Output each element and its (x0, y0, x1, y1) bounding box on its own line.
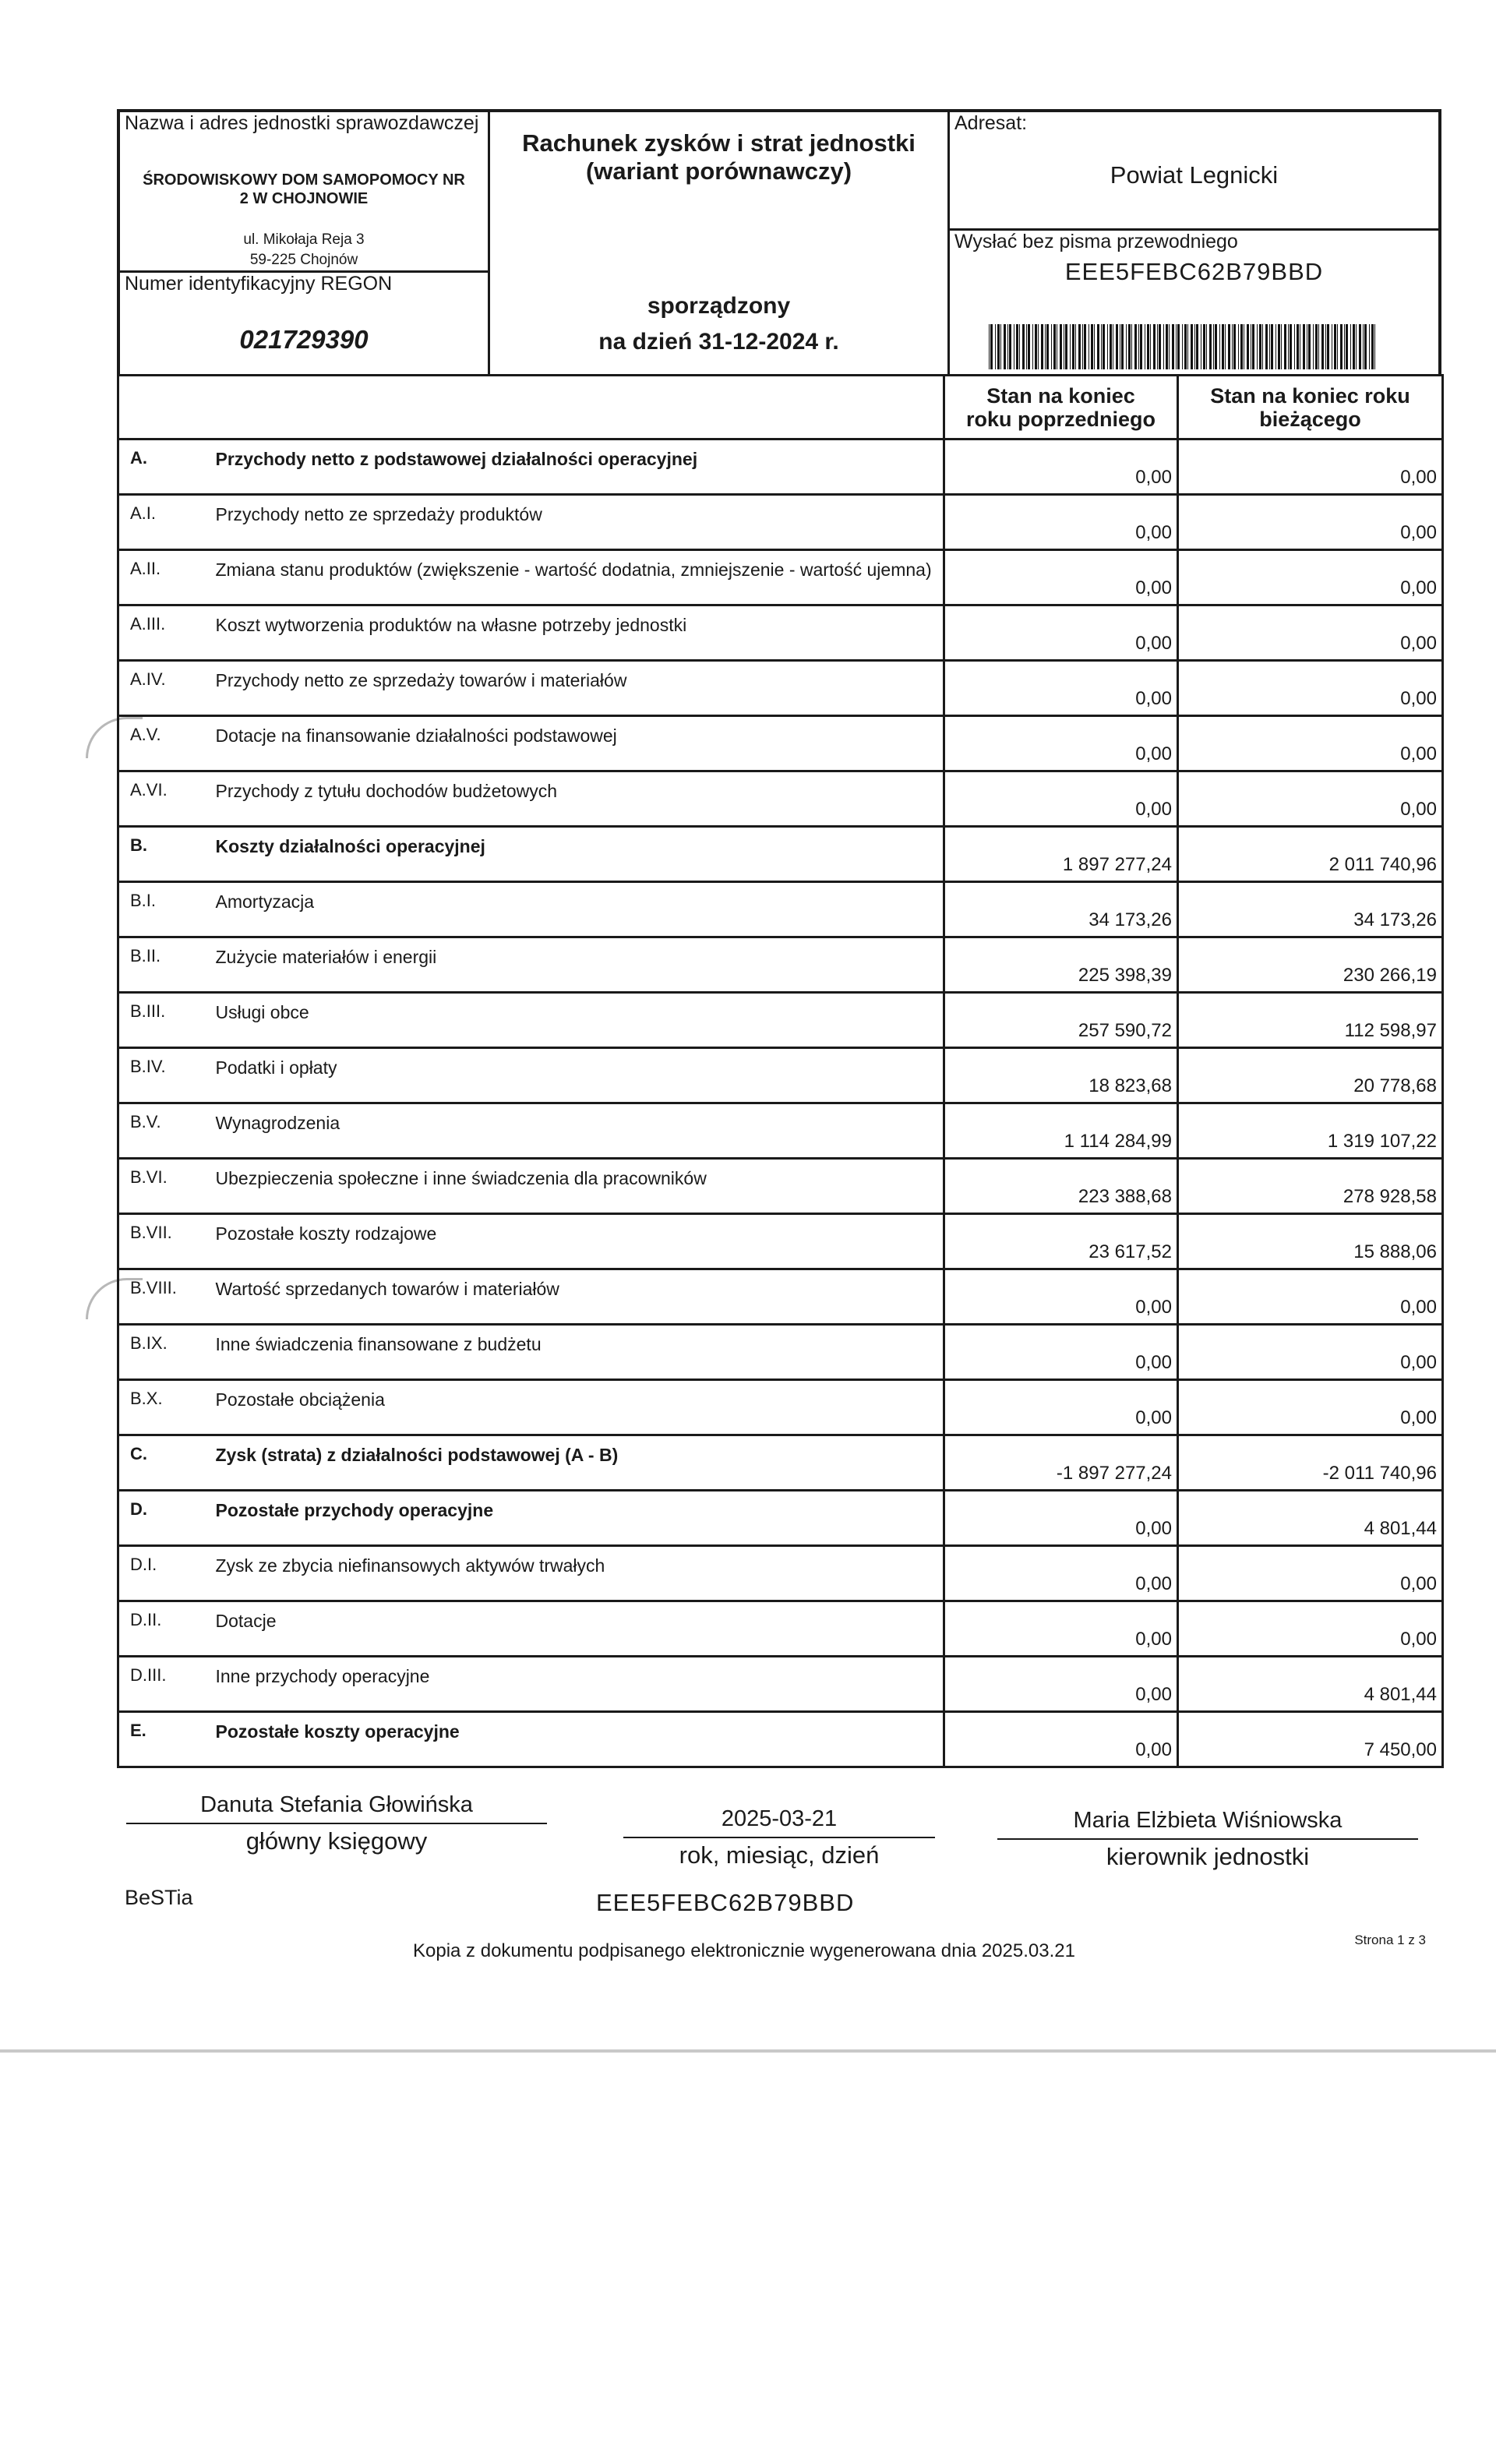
barcode-bar (1363, 324, 1364, 369)
value-previous-year: 23 617,52 (944, 1214, 1178, 1269)
barcode-bar (1275, 324, 1276, 369)
row-label: Zysk ze zbycia niefinansowych aktywów trwałych (216, 1546, 944, 1601)
value-current-year: 4 801,44 (1178, 1657, 1443, 1712)
row-label: Koszty działalności operacyjnej (216, 827, 944, 882)
regon-label: Numer identyfikacyjny REGON (125, 273, 393, 295)
title-line1: Rachunek zysków i strat jednostki (522, 129, 916, 157)
row-code: C. (118, 1435, 216, 1491)
value-previous-year: 0,00 (944, 1325, 1178, 1380)
barcode-bar (1346, 324, 1348, 369)
value-current-year: 4 801,44 (1178, 1491, 1443, 1546)
value-current-year: 112 598,97 (1178, 993, 1443, 1048)
barcode-bar (1169, 324, 1170, 369)
row-label: Wartość sprzedanych towarów i materiałów (216, 1269, 944, 1325)
row-label: Ubezpieczenia społeczne i inne świadczenia dla pracowników (216, 1159, 944, 1214)
table-row (118, 1269, 1443, 1325)
barcode-bar (1060, 324, 1062, 369)
barcode-bar (1257, 324, 1258, 369)
signing-date: 2025-03-21 (721, 1806, 838, 1831)
barcode-bar (1134, 324, 1137, 369)
barcode-bar (1228, 324, 1230, 369)
row-label: Usługi obce (216, 993, 944, 1048)
row-code: B.X. (118, 1380, 216, 1435)
barcode-bar (1075, 324, 1076, 369)
table-row (118, 1380, 1443, 1435)
row-label: Inne świadczenia finansowane z budżetu (216, 1325, 944, 1380)
value-current-year: 20 778,68 (1178, 1048, 1443, 1103)
barcode-bar (1072, 324, 1074, 369)
barcode-bar (1288, 324, 1289, 369)
value-previous-year: 0,00 (944, 1491, 1178, 1546)
row-label: Przychody z tytułu dochodów budżetowych (216, 771, 944, 827)
barcode-bar (1191, 324, 1193, 369)
barcode-bar (1350, 324, 1351, 369)
row-code: B.VII. (118, 1214, 216, 1269)
barcode-bar (1321, 324, 1324, 369)
barcode-bar (1128, 324, 1131, 369)
barcode-bar (1290, 324, 1292, 369)
addressee-label: Adresat: (954, 112, 1028, 134)
table-row (118, 550, 1443, 605)
barcode-bar (1082, 324, 1083, 369)
value-previous-year: 0,00 (944, 1601, 1178, 1657)
barcode-bar (1337, 324, 1338, 369)
table-row (118, 771, 1443, 827)
barcode-bar (989, 324, 990, 369)
barcode-bar (1166, 324, 1168, 369)
barcode-bar (1138, 324, 1139, 369)
barcode-bar (1209, 324, 1212, 369)
table-row (118, 1325, 1443, 1380)
column-header-previous-line1: Stan na koniec (986, 383, 1135, 408)
value-current-year: 15 888,06 (1178, 1214, 1443, 1269)
value-current-year: 34 173,26 (1178, 882, 1443, 937)
value-previous-year: 0,00 (944, 550, 1178, 605)
barcode-bar (1184, 324, 1187, 369)
column-header-row (118, 376, 1443, 439)
barcode-bar (1356, 324, 1357, 369)
column-header-current-line2: bieżącego (1259, 407, 1361, 431)
value-previous-year: 0,00 (944, 605, 1178, 661)
barcode-bar (1026, 324, 1027, 369)
unit-name (120, 171, 488, 208)
barcode-bar (1038, 324, 1039, 369)
barcode-bar (1240, 324, 1243, 369)
value-current-year: 0,00 (1178, 1269, 1443, 1325)
barcode-bar (995, 324, 996, 369)
table-row (118, 716, 1443, 771)
barcode-bar (1163, 324, 1164, 369)
row-label: Przychody netto ze sprzedaży towarów i materiałów (216, 661, 944, 716)
unit-label: Nazwa i adres jednostki sprawozdawczej (125, 112, 479, 134)
row-code: B. (118, 827, 216, 882)
barcode-bar (1065, 324, 1067, 369)
barcode-bar (1150, 324, 1151, 369)
barcode-bar (1153, 324, 1156, 369)
barcode-bar (1019, 324, 1020, 369)
barcode-bar (1177, 324, 1180, 369)
row-code: E. (118, 1712, 216, 1767)
row-label: Pozostałe obciążenia (216, 1380, 944, 1435)
barcode-bar (1259, 324, 1261, 369)
value-current-year: 2 011 740,96 (1178, 827, 1443, 882)
barcode-bar (1088, 324, 1089, 369)
column-header-current (1178, 376, 1443, 439)
value-previous-year: 1 114 284,99 (944, 1103, 1178, 1159)
table-row (118, 1435, 1443, 1491)
barcode-bar (1219, 324, 1220, 369)
unit-address (120, 230, 488, 270)
barcode-bar (1094, 324, 1095, 369)
barcode-bar (1070, 324, 1071, 369)
column-header-previous-line2: roku poprzedniego (966, 407, 1156, 431)
barcode-bar (1281, 324, 1282, 369)
value-current-year: 0,00 (1178, 1380, 1443, 1435)
head-name: Maria Elżbieta Wiśniowska (1073, 1808, 1343, 1833)
value-current-year: 0,00 (1178, 716, 1443, 771)
barcode-bar (1101, 324, 1102, 369)
signature-line (997, 1838, 1418, 1840)
value-current-year: -2 011 740,96 (1178, 1435, 1443, 1491)
barcode-bar (1294, 324, 1295, 369)
row-label: Pozostałe koszty rodzajowe (216, 1214, 944, 1269)
barcode-bar (1369, 324, 1370, 369)
row-code: A.V. (118, 716, 216, 771)
barcode-bar (1157, 324, 1158, 369)
table-row (118, 1491, 1443, 1546)
barcode-bar (1203, 324, 1205, 369)
barcode-bar (1046, 324, 1049, 369)
barcode-bar (1252, 324, 1254, 369)
barcode-bar (1103, 324, 1105, 369)
value-current-year: 230 266,19 (1178, 937, 1443, 993)
addressee-name: Powiat Legnicki (1110, 161, 1279, 189)
row-code: B.VI. (118, 1159, 216, 1214)
barcode-bar (1084, 324, 1086, 369)
signature-line (126, 1823, 547, 1824)
table-row (118, 1048, 1443, 1103)
barcode-bar (1313, 324, 1314, 369)
value-current-year: 7 450,00 (1178, 1712, 1443, 1767)
blank-header-cell (118, 376, 944, 439)
table-row (118, 1546, 1443, 1601)
accountant-role: główny księgowy (245, 1827, 428, 1855)
value-previous-year: 0,00 (944, 1712, 1178, 1767)
value-current-year: 0,00 (1178, 550, 1443, 605)
value-previous-year: 0,00 (944, 716, 1178, 771)
barcode-bar (1318, 324, 1319, 369)
barcode-bar (1035, 324, 1037, 369)
row-code: D. (118, 1491, 216, 1546)
row-label: Wynagrodzenia (216, 1103, 944, 1159)
barcode-bar (1344, 324, 1345, 369)
unit-city: 59-225 Chojnów (249, 252, 358, 268)
barcode-bar (1297, 324, 1299, 369)
barcode-bar (1172, 324, 1174, 369)
barcode-bar (1126, 324, 1127, 369)
send-label: Wysłać bez pisma przewodniego (954, 231, 1238, 252)
row-code: A.II. (118, 550, 216, 605)
barcode-bar (1262, 324, 1263, 369)
document-title (490, 129, 947, 185)
row-label: Dotacje (216, 1601, 944, 1657)
barcode-bar (1140, 324, 1142, 369)
row-code: D.III. (118, 1657, 216, 1712)
row-label: Amortyzacja (216, 882, 944, 937)
value-current-year: 0,00 (1178, 439, 1443, 495)
barcode-bar (1265, 324, 1268, 369)
value-previous-year: 0,00 (944, 1380, 1178, 1435)
barcode-bar (1194, 324, 1195, 369)
barcode-image (989, 324, 1378, 369)
barcode-bar (1121, 324, 1124, 369)
barcode-bar (1107, 324, 1108, 369)
barcode-bar (1374, 324, 1375, 369)
barcode-bar (1182, 324, 1183, 369)
value-previous-year: 0,00 (944, 1269, 1178, 1325)
barcode-bar (1176, 324, 1177, 369)
barcode-bar (1315, 324, 1318, 369)
signature-footer (117, 1792, 1441, 2010)
row-code: B.V. (118, 1103, 216, 1159)
value-current-year: 0,00 (1178, 1601, 1443, 1657)
report-header (117, 109, 1441, 374)
date-block (623, 1806, 935, 1869)
row-code: B.IV. (118, 1048, 216, 1103)
value-current-year: 278 928,58 (1178, 1159, 1443, 1214)
row-label: Przychody netto ze sprzedaży produktów (216, 495, 944, 550)
barcode-bar (1334, 324, 1336, 369)
barcode-bar (1007, 324, 1008, 369)
barcode-bar (1041, 324, 1043, 369)
value-previous-year: 0,00 (944, 495, 1178, 550)
row-code: B.VIII. (118, 1269, 216, 1325)
barcode-bar (1213, 324, 1214, 369)
title-box (490, 112, 950, 374)
barcode-bar (1325, 324, 1326, 369)
barcode-bar (1364, 324, 1367, 369)
unit-street: ul. Mikołaja Reja 3 (243, 231, 365, 248)
value-previous-year: 0,00 (944, 661, 1178, 716)
scan-edge (0, 2049, 1496, 2053)
value-previous-year: 0,00 (944, 1546, 1178, 1601)
row-code: D.II. (118, 1601, 216, 1657)
value-previous-year: 1 897 277,24 (944, 827, 1178, 882)
table-row (118, 1214, 1443, 1269)
row-label: Podatki i opłaty (216, 1048, 944, 1103)
table-row (118, 827, 1443, 882)
table-row (118, 937, 1443, 993)
table-row (118, 882, 1443, 937)
row-label: Zysk (strata) z działalności podstawowej (A - B) (216, 1435, 944, 1491)
barcode-bar (1078, 324, 1081, 369)
barcode-bar (1271, 324, 1273, 369)
accountant-signature (126, 1792, 547, 1855)
barcode-bar (1371, 324, 1374, 369)
addressee-box (950, 112, 1438, 374)
unit-info-box (120, 112, 490, 374)
value-current-year: 0,00 (1178, 661, 1443, 716)
report-page (117, 109, 1441, 1768)
barcode-bar (1278, 324, 1280, 369)
row-code: A. (118, 439, 216, 495)
table-body (118, 439, 1443, 1767)
head-signature (997, 1808, 1418, 1871)
table-row (118, 1103, 1443, 1159)
software-name: BeSTia (125, 1886, 193, 1909)
barcode-bar (1004, 324, 1006, 369)
value-previous-year: 0,00 (944, 1657, 1178, 1712)
barcode-bar (1215, 324, 1217, 369)
barcode-bar (1238, 324, 1239, 369)
barcode-bar (1097, 324, 1099, 369)
value-current-year: 0,00 (1178, 605, 1443, 661)
income-statement-table (117, 374, 1444, 1768)
date-line (623, 1837, 935, 1838)
row-label: Pozostałe koszty operacyjne (216, 1712, 944, 1767)
row-code: B.II. (118, 937, 216, 993)
unit-name-line2: 2 W CHOJNOWIE (239, 190, 369, 207)
barcode-bar (1091, 324, 1093, 369)
barcode-bar (1028, 324, 1030, 369)
row-code: B.III. (118, 993, 216, 1048)
value-previous-year: 0,00 (944, 771, 1178, 827)
column-header-current-line1: Stan na koniec roku (1210, 383, 1410, 408)
table-row (118, 1657, 1443, 1712)
table-row (118, 1712, 1443, 1767)
table-row (118, 1159, 1443, 1214)
barcode-bar (1000, 324, 1001, 369)
barcode-bar (1269, 324, 1270, 369)
barcode-bar (1032, 324, 1033, 369)
barcode-bar (1284, 324, 1286, 369)
value-previous-year: 223 388,68 (944, 1159, 1178, 1214)
row-label: Zmiana stanu produktów (zwiększenie - wartość dodatnia, zmniejszenie - wartość ujemna) (216, 550, 944, 605)
barcode-bar (1353, 324, 1355, 369)
value-current-year: 0,00 (1178, 1546, 1443, 1601)
barcode-bar (1222, 324, 1224, 369)
barcode-bar (1016, 324, 1018, 369)
table-row (118, 993, 1443, 1048)
barcode-bar (997, 324, 1000, 369)
value-previous-year: 257 590,72 (944, 993, 1178, 1048)
barcode-bar (1022, 324, 1025, 369)
title-line2: (wariant porównawczy) (585, 157, 852, 185)
row-label: Koszt wytworzenia produktów na własne potrzeby jednostki (216, 605, 944, 661)
barcode-bar (990, 324, 993, 369)
row-code: A.III. (118, 605, 216, 661)
barcode-bar (1327, 324, 1329, 369)
barcode-bar (1147, 324, 1149, 369)
value-current-year: 0,00 (1178, 495, 1443, 550)
regon-number: 021729390 (239, 325, 369, 354)
drawn-line2: na dzień 31-12-2024 r. (598, 329, 839, 355)
row-code: A.VI. (118, 771, 216, 827)
value-previous-year: 18 823,68 (944, 1048, 1178, 1103)
row-code: B.IX. (118, 1325, 216, 1380)
table-row (118, 495, 1443, 550)
value-current-year: 1 319 107,22 (1178, 1103, 1443, 1159)
barcode-bar (1232, 324, 1233, 369)
barcode-bar (1116, 324, 1118, 369)
table-row (118, 605, 1443, 661)
column-header-previous (944, 376, 1178, 439)
barcode-bar (1131, 324, 1132, 369)
barcode-bar (1051, 324, 1052, 369)
value-previous-year: -1 897 277,24 (944, 1435, 1178, 1491)
copy-note: Kopia z dokumentu podpisanego elektronicznie wygenerowana dnia 2025.03.21 (413, 1940, 1075, 1961)
page-number: Strona 1 z 3 (1354, 1933, 1426, 1947)
barcode-bar (1206, 324, 1207, 369)
barcode-bar (1045, 324, 1046, 369)
table-row (118, 439, 1443, 495)
barcode-bar (1187, 324, 1188, 369)
row-label: Dotacje na finansowanie działalności podstawowej (216, 716, 944, 771)
barcode-bar (1196, 324, 1198, 369)
barcode-bar (1009, 324, 1011, 369)
send-code: EEE5FEBC62B79BBD (1064, 258, 1324, 285)
barcode-bar (1110, 324, 1112, 369)
row-label: Zużycie materiałów i energii (216, 937, 944, 993)
table-row (118, 661, 1443, 716)
value-previous-year: 34 173,26 (944, 882, 1178, 937)
unit-name-line1: ŚRODOWISKOWY DOM SAMOPOMOCY NR (143, 171, 465, 189)
row-code: B.I. (118, 882, 216, 937)
row-label: Przychody netto z podstawowej działalności operacyjnej (216, 439, 944, 495)
accountant-name: Danuta Stefania Głowińska (200, 1792, 473, 1817)
barcode-bar (1233, 324, 1236, 369)
value-previous-year: 0,00 (944, 439, 1178, 495)
value-current-year: 0,00 (1178, 771, 1443, 827)
document-code: EEE5FEBC62B79BBD (596, 1889, 855, 1916)
row-label: Pozostałe przychody operacyjne (216, 1491, 944, 1546)
barcode-bar (1247, 324, 1249, 369)
row-label: Inne przychody operacyjne (216, 1657, 944, 1712)
barcode-bar (1340, 324, 1343, 369)
row-code: A.I. (118, 495, 216, 550)
barcode-bar (1053, 324, 1056, 369)
table-row (118, 1601, 1443, 1657)
document-date (490, 288, 947, 360)
barcode-bar (1308, 324, 1311, 369)
barcode-bar (1159, 324, 1161, 369)
barcode-bar (1359, 324, 1361, 369)
drawn-line1: sporządzony (647, 293, 791, 319)
row-code: D.I. (118, 1546, 216, 1601)
barcode-bar (1225, 324, 1226, 369)
barcode-bar (1303, 324, 1305, 369)
head-role: kierownik jednostki (1106, 1843, 1310, 1870)
value-current-year: 0,00 (1178, 1325, 1443, 1380)
row-code: A.IV. (118, 661, 216, 716)
date-label: rok, miesiąc, dzień (679, 1841, 880, 1869)
value-previous-year: 225 398,39 (944, 937, 1178, 993)
